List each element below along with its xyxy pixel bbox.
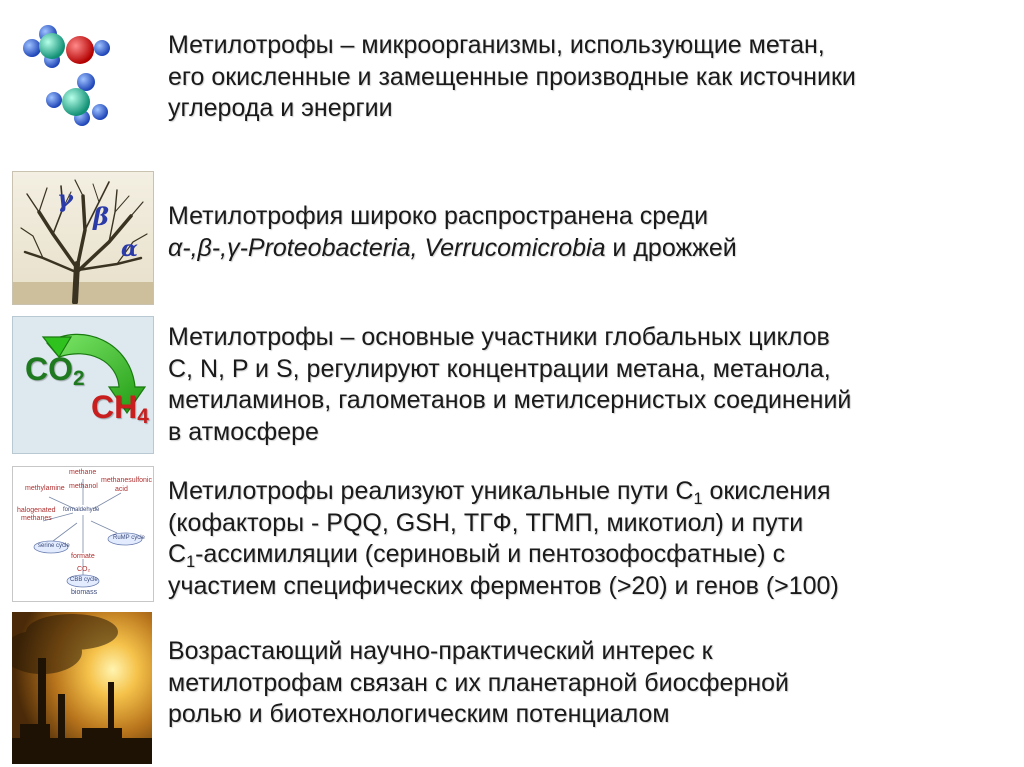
text-line: (кофакторы - PQQ, GSH, ТГФ, ТГМП, микотиол) и пути: [168, 508, 804, 537]
diagram-label-rump-cycle: RuMP cycle: [113, 535, 145, 541]
greek-alpha-label: α: [121, 236, 138, 262]
co2-subscript: 2: [73, 367, 85, 390]
carbon-cycle-panel: [12, 316, 154, 454]
subscript: 1: [693, 490, 703, 508]
c1-pathways: [168, 476, 839, 602]
diagram-label-methanes: methanes: [21, 515, 52, 522]
diagram-label-acid: acid: [115, 486, 128, 493]
methylotrophy-distribution: [168, 201, 737, 264]
methane-molecules-icon: [10, 8, 120, 126]
ch4-subscript: 4: [137, 405, 149, 428]
co2-text: CO: [25, 351, 73, 387]
text-fragment: -ассимиляции (сериновый и пентозофосфатные) с: [195, 540, 786, 568]
diagram-label-methane: methane: [69, 469, 97, 476]
ch4-text: CH: [91, 389, 138, 425]
diagram-label-methanesulfonic: methanesulfonic: [101, 477, 152, 484]
text-line: Метилотрофы – микроорганизмы, использующие метан,: [168, 31, 825, 59]
diagram-label-halogenated: halogenated: [17, 507, 56, 514]
text-line: метиламинов, галометанов и метилсернистых соединений: [168, 386, 852, 414]
text-line: его окисленные и замещенные производные как источники: [168, 62, 856, 91]
co2-label: [25, 351, 85, 388]
tree-image: [12, 171, 154, 305]
subscript: 1: [186, 553, 196, 571]
diagram-label-formaldehyde: formaldehyde: [63, 507, 100, 513]
text-line: Метилотрофы – основные участники глобальных циклов: [168, 323, 830, 351]
text-line: Метилотрофия широко распространена среди: [168, 202, 709, 230]
text-fragment: окисления: [702, 477, 831, 505]
diagram-label-serine-cycle: serine cycle: [38, 543, 70, 549]
diagram-label-cbb-cycle: CBB cycle: [70, 577, 98, 583]
metabolic-pathway-diagram: [12, 466, 154, 602]
ch4-label: [91, 389, 149, 426]
text-line: в атмосфере: [168, 417, 319, 446]
text-line: [168, 233, 737, 265]
text-line: [168, 539, 839, 571]
global-cycles-role: [168, 322, 851, 448]
text-line: [168, 476, 839, 508]
greek-gamma-label: γ: [57, 184, 73, 213]
diagram-label-methanol: methanol: [69, 483, 98, 490]
text-fragment: и дрожжей: [605, 233, 737, 262]
industrial-smoke-image: [12, 612, 152, 764]
diagram-label-biomass: biomass: [71, 589, 98, 596]
methylotrophs-definition: [168, 30, 856, 125]
taxa-names: α-,β-,γ-Proteobacteria, Verrucomicrobia: [168, 233, 606, 262]
text-fragment: Метилотрофы реализуют уникальные пути C: [168, 477, 694, 505]
diagram-label-formate: formate: [71, 553, 95, 560]
text-line: Возрастающий научно-практический интерес к: [168, 637, 713, 665]
diagram-label-co2: CO₂: [77, 566, 91, 573]
text-line: метилотрофам связан с их планетарной биосферной: [168, 668, 790, 697]
scientific-interest: [168, 636, 789, 731]
greek-beta-label: β: [93, 202, 109, 231]
text-line: углерода и энергии: [168, 94, 393, 122]
text-line: ролью и биотехнологическим потенциалом: [168, 700, 670, 728]
text-line: участием специфических ферментов (>20) и генов (>100): [168, 571, 839, 600]
diagram-label-methylamine: methylamine: [25, 485, 65, 492]
text-line: C, N, P и S, регулируют концентрации метана, метанола,: [168, 354, 831, 383]
text-fragment: C: [168, 540, 187, 568]
